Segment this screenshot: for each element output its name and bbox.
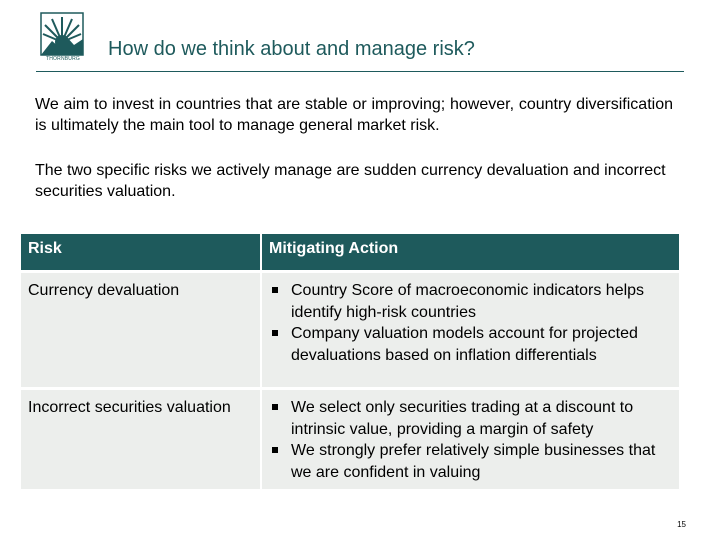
action-item: Company valuation models account for projected devaluations based on inflation differentials: [269, 323, 673, 366]
page-title: How do we think about and manage risk?: [108, 38, 475, 60]
table-row: [21, 270, 679, 387]
thornburg-logo: [40, 12, 84, 62]
action-item: We select only securities trading at a discount to intrinsic value, providing a margin of safety: [269, 397, 673, 440]
risk-cell: Incorrect securities valuation: [21, 387, 262, 489]
table-header-row: [21, 234, 679, 270]
page-number: 15: [677, 520, 686, 529]
title-divider: [36, 71, 684, 72]
risk-cell: Currency devaluation: [21, 270, 262, 387]
actions-cell: [262, 270, 679, 387]
risk-table: [21, 234, 679, 489]
header-mitigating-action: Mitigating Action: [262, 234, 679, 270]
intro-paragraph: We aim to invest in countries that are stable or improving; however, country diversification is ultimately the main tool to manage general market risk.: [35, 96, 673, 134]
actions-cell: [262, 387, 679, 489]
action-list: [269, 280, 673, 366]
action-item: Country Score of macroeconomic indicators helps identify high-risk countries: [269, 280, 673, 323]
action-list: [269, 397, 673, 483]
table-row: [21, 387, 679, 489]
logo-wordmark: THORNBURG: [45, 56, 81, 62]
action-item: We strongly prefer relatively simple businesses that we are confident in valuing: [269, 440, 673, 483]
header-risk: Risk: [21, 234, 262, 270]
risks-paragraph: The two specific risks we actively manage are sudden currency devaluation and incorrect securities valuation.: [35, 162, 666, 200]
